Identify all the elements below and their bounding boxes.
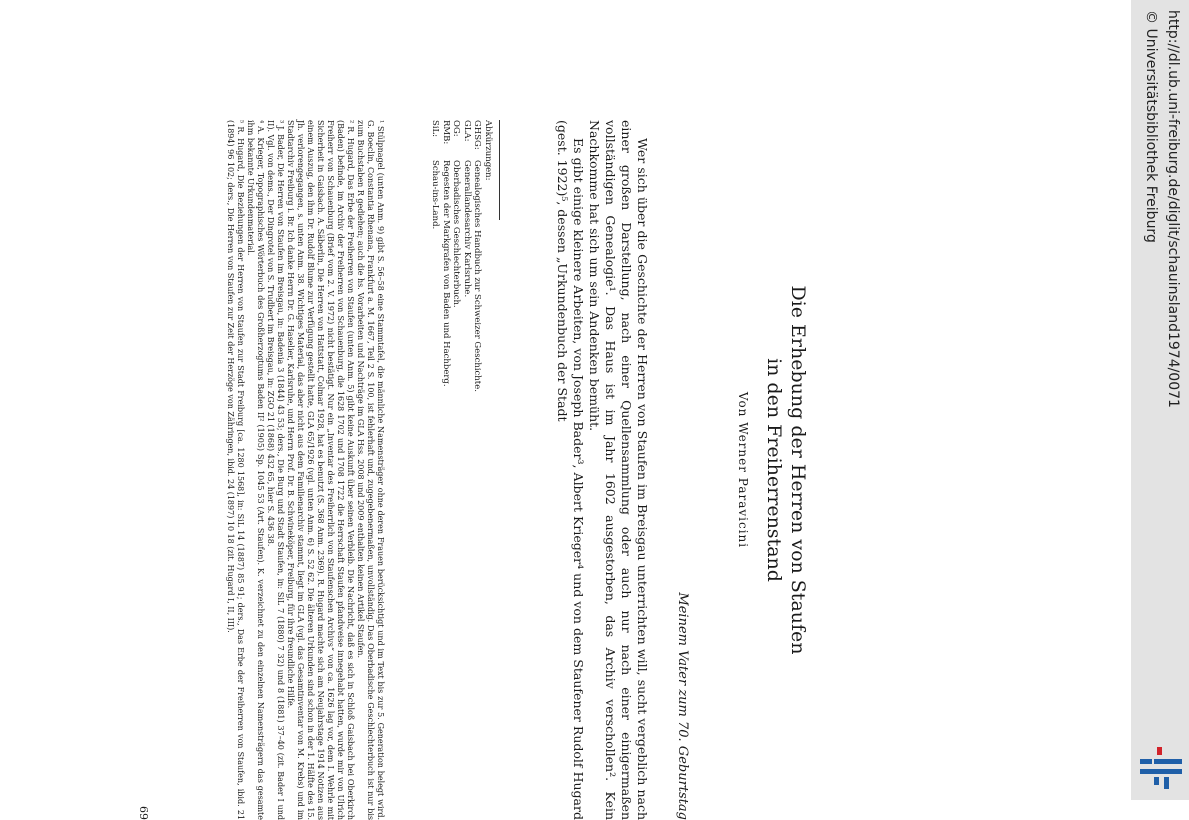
sidebar-text	[1131, 0, 1189, 800]
ub-freiburg-logo-icon	[1140, 745, 1182, 789]
abbreviation-key: RMB:	[441, 120, 451, 145]
footnote-rule	[499, 120, 500, 220]
abbreviation-key: GHSG:	[472, 120, 483, 150]
copyright-notice: © Universitätsbibliothek Freiburg	[1143, 10, 1159, 243]
article-title	[762, 120, 810, 820]
footnotes	[225, 120, 385, 820]
footnote-5: ⁵ R. Hugard, Die Beziehungen der Herren von Staufen zur Stadt Freiburg [ca. 1280 1568], in: SiL 14 (1887) 85 91; ders., Das Erbe der Freiherren von Staufen, ibid. 21 (1894) 96 102; ders., Die Herren von Staufen zur Zeit der Herzöge von Zähringen, ibid. 24 (1897) 10 18 (zit. Hugard I, II, III).	[226, 120, 245, 820]
abbreviation-value: Genealogisches Handbuch zur Schweizer Geschichte.	[472, 160, 483, 392]
paragraph-1: Wer sich über die Geschichte der Herren von Staufen im Breisgau unterrichten will, sucht vergeblich nach einer großen Darstellung, nach einer Quellensammlung oder auch nur nach einer einigermaßen vollständigen Genealogie¹. Das Haus ist im Jahr 1602 ausgestorben, das Archiv verschollen². Kein Nachkomme hat sich um sein Andenken bemüht.	[587, 120, 650, 820]
body-text	[554, 120, 650, 820]
dedication: Meinem Vater zum 70. Geburtstag	[675, 592, 690, 820]
title-line-2: in den Freiherrenstand	[763, 358, 785, 582]
abbreviation-row	[441, 120, 452, 450]
abbreviation-value: Oberbadisches Geschlechterbuch.	[451, 160, 462, 308]
abbreviation-value: Generallandesarchiv Karlsruhe.	[462, 160, 472, 298]
title-line-1: Die Erhebung der Herren von Staufen	[787, 285, 809, 655]
permalink-url[interactable]: http://dl.ub.uni-freiburg.de/diglit/schauinsland1974/0071	[1165, 10, 1181, 408]
footnote-1: ¹ Stülpnagel (unten Anm. 9) gibt S. 56–58 eine Stammtafel, die männliche Namensträger ohne deren Frauen berücksichtigt und im Text bis zur 5. Generation belegt wird. G. Boeclin, Constantia Rhenana, Frankfurt a. M. 1667, Teil 2 S. 100, ist fehlerhaft und, zugegebenermaßen, unvollständig. Das Oberbadische Geschlechterbuch ist nur bis zum Buchstaben R gediehen; auch die hs. Vorarbeiten und Nachträge im GLA Hss. 2008 und 2009 enthalten keinen Artikel Staufen.	[356, 120, 385, 820]
abbreviation-row	[451, 120, 462, 450]
abbreviation-key: SiL:	[430, 120, 441, 138]
rotated-page-content	[137, 120, 920, 820]
abbreviations-block	[430, 120, 500, 450]
paragraph-2: Es gibt einige kleinere Arbeiten, von Joseph Bader³, Albert Krieger⁴ und von dem Staufener Rudolf Hugard (gest. 1922)⁵, dessen „Urkundenbuch der Stadt	[555, 120, 586, 820]
footnote-2: ² R. Hugard, Das Erbe der Freiherren von Staufen (unten Anm. 5) gibt keine Auskunft über seinen Verbleib. Die Nachricht, daß es sich in Schloß Gaisbach bei Oberkirch (Baden) befinde, im Archiv der Freiherren von Schauenburg, die 1628 1702 und 1708 1722 die Herrschaft Staufen pfandweise innegehabt hatten, wurde mir von Ulrich Freiherr von Schauenburg (Brief vom 2. V. 1972) nicht bestätigt. Nur ein „Inventar des Freiherrlich von Staufenschen Archivs“ von ca. 1626 lag vor, dem I. Wehrle mit Sicherheit in Gaisbach. A. Säberlin, Die Herren von Hattstatt, Colmar 1928, hat es benutzt (S. 368 Anm. 2369). R. Hugard machte sich am Neujahrstage 1914 Notizen aus einem Auszug, den ihm Dr. Rudolf Blume zur Verfügung gestellt hatte, GLA 65/1926 (vgl. unten Anm. 6) S. 52 62. Die älteren Urkunden sind schon in der 1. Hälfte des 15. Jh. verlorengegangen, s. unten Anm. 38. Wichtiges Material, das aber nicht aus dem Familienarchiv stammt, liegt im GLA (vgl. das Gesamtinventar von M. Krebs) und im Stadtarchiv Freiburg i. Br. Ich danke Herrn Dr. G. Haselier, Karlsruhe, und Herrn Prof. Dr. B. Schwineköper, Freiburg, für ihre freundliche Hilfe.	[286, 120, 355, 820]
abbreviation-key: GLA:	[462, 120, 472, 142]
abbreviation-value: Schau-ins-Land.	[430, 160, 441, 230]
author-line: Von Werner Paravicini	[736, 391, 750, 549]
abbreviation-row	[472, 120, 483, 450]
abbreviation-value: Regesten der Markgrafen von Baden und Hachberg.	[441, 160, 451, 387]
abbreviation-row	[462, 120, 473, 450]
abbreviation-row	[430, 120, 441, 450]
abbreviations-heading: Abkürzungen:	[483, 120, 493, 181]
footnote-4: ⁴ A. Krieger, Topographisches Wörterbuch des Großherzogtums Baden II² (1905) Sp. 1045 53 (Art. Staufen). K. verzeichnet zu den einzelnen Namensträgern das gesamte ihm bekannte Urkundenmaterial.	[246, 120, 265, 820]
footnote-3: ³ J. Bader, Die Herren von Staufen im Breisgau, in: Badenia 3 (1844) 43 53; ders., Die Burg und Stadt Staufen, in: SiL 7 (1880) 7 32) und 8 (1881) 37–40 (zit. Bader I und II). Vgl. von dems., Der Dingrotel von S. Trudbert im Breisgau, in: ZGO 21 (1868) 432 65, hier S. 436 38.	[266, 120, 285, 820]
page-number: 69	[137, 806, 150, 820]
abbreviation-key: OG:	[451, 120, 462, 137]
